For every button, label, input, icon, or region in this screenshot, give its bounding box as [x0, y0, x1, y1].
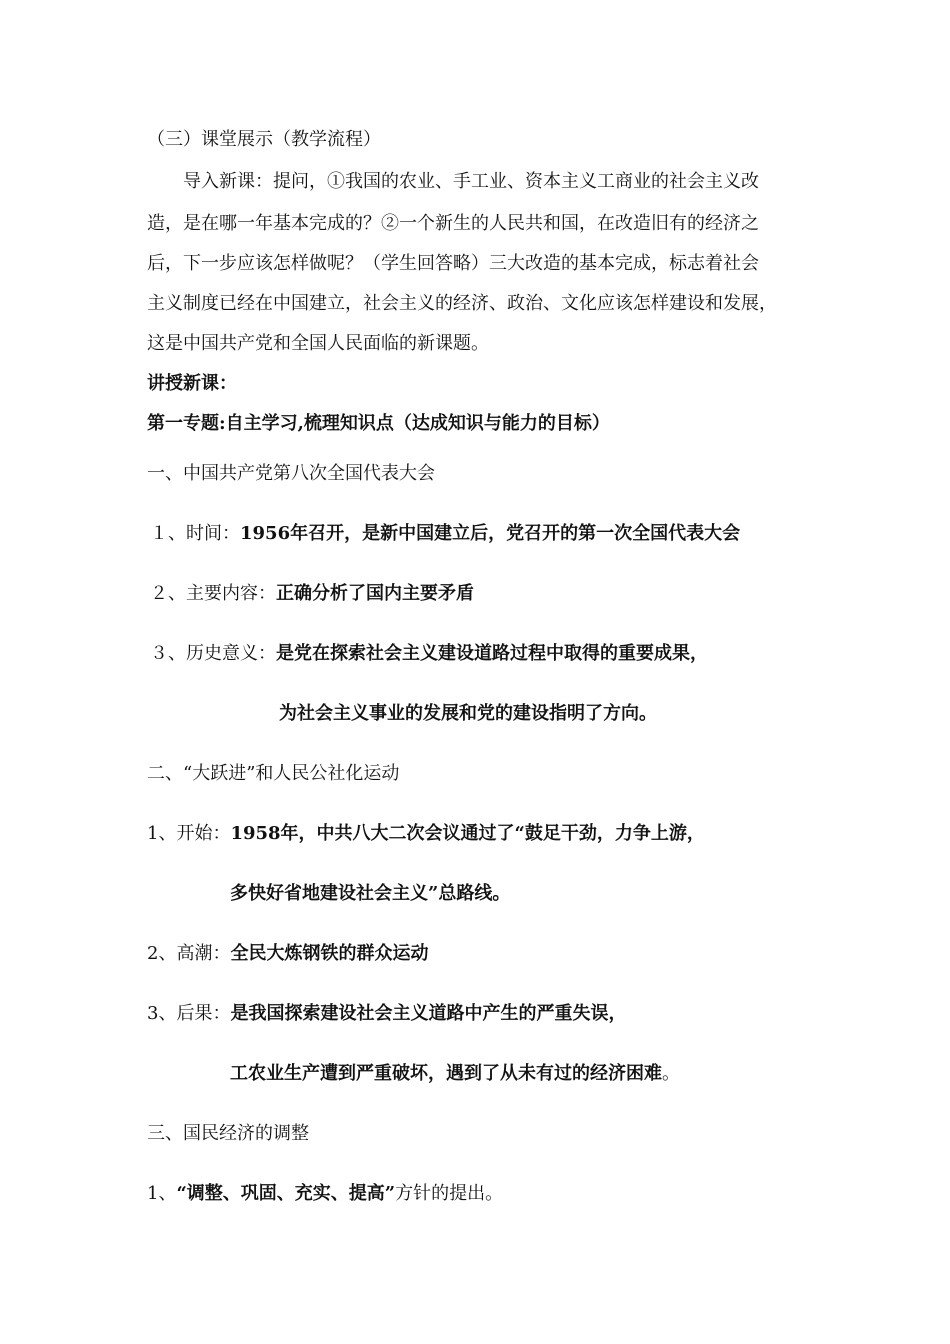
- part3-item1-label: 1、: [147, 1183, 177, 1204]
- part1-item2: [150, 582, 474, 606]
- intro-line-2: 造，是在哪一年基本完成的？②一个新生的人民共和国，在改造旧有的经济之: [147, 213, 759, 234]
- intro-line-5: 这是中国共产党和全国人民面临的新课题。: [147, 333, 489, 354]
- part1-item3-text: 是党在探索社会主义建设道路过程中取得的重要成果，: [276, 643, 708, 664]
- part3-title: 三、国民经济的调整: [147, 1123, 309, 1144]
- topic-heading: 第一专题:自主学习,梳理知识点（达成知识与能力的目标）: [147, 413, 610, 434]
- intro-line-1: 导入新课：提问，①我国的农业、手工业、资本主义工商业的社会主义改: [183, 171, 759, 192]
- part1-item1-text: 1956年召开，是新中国建立后，党召开的第一次全国代表大会: [240, 523, 741, 544]
- part1-item3-label: ３、历史意义：: [150, 643, 276, 664]
- part2-item3-label: 3、后果：: [147, 1003, 231, 1024]
- part2-item3: [147, 1002, 626, 1026]
- part1-item1: [150, 522, 740, 546]
- part2-item3-continued: [230, 1062, 680, 1086]
- part2-item1-continued: 多快好省地建设社会主义”总路线。: [230, 883, 511, 904]
- part2-item3-text: 是我国探索建设社会主义道路中产生的严重失误，: [230, 1003, 627, 1024]
- part2-item1: [147, 822, 705, 846]
- part2-item1-text: 1958年，中共八大二次会议通过了“鼓足干劲，力争上游，: [230, 823, 705, 844]
- part1-item3-continued: 为社会主义事业的发展和党的建设指明了方向。: [279, 703, 657, 724]
- part2-item1-label: 1、开始：: [147, 823, 231, 844]
- part2-title: 二、“大跃进”和人民公社化运动: [147, 763, 400, 784]
- intro-line-4: 主义制度已经在中国建立，社会主义的经济、政治、文化应该怎样建设和发展，: [147, 293, 777, 314]
- intro-line-3: 后，下一步应该怎样做呢？（学生回答略）三大改造的基本完成，标志着社会: [147, 253, 759, 274]
- part3-item1-end: 方针的提出。: [395, 1183, 504, 1204]
- part2-item3-continued-end: 。: [662, 1063, 680, 1084]
- section-heading: （三）课堂展示（教学流程）: [147, 129, 381, 150]
- part1-item3: [150, 642, 708, 666]
- part1-item2-label: ２、主要内容：: [150, 583, 276, 604]
- part2-item2-text: 全民大炼钢铁的群众运动: [230, 943, 429, 964]
- part1-item2-text: 正确分析了国内主要矛盾: [276, 583, 474, 604]
- part3-item1: [147, 1182, 503, 1206]
- part1-title: 一、中国共产党第八次全国代表大会: [147, 463, 435, 484]
- part3-item1-text: “调整、巩固、充实、提高”: [176, 1183, 396, 1204]
- lecture-heading: 讲授新课：: [147, 373, 237, 394]
- part2-item3-continued-text: 工农业生产遭到严重破坏，遇到了从未有过的经济困难: [230, 1063, 662, 1084]
- part1-item1-label: １、时间：: [150, 523, 240, 544]
- part2-item2: [147, 942, 428, 966]
- part2-item2-label: 2、高潮：: [147, 943, 231, 964]
